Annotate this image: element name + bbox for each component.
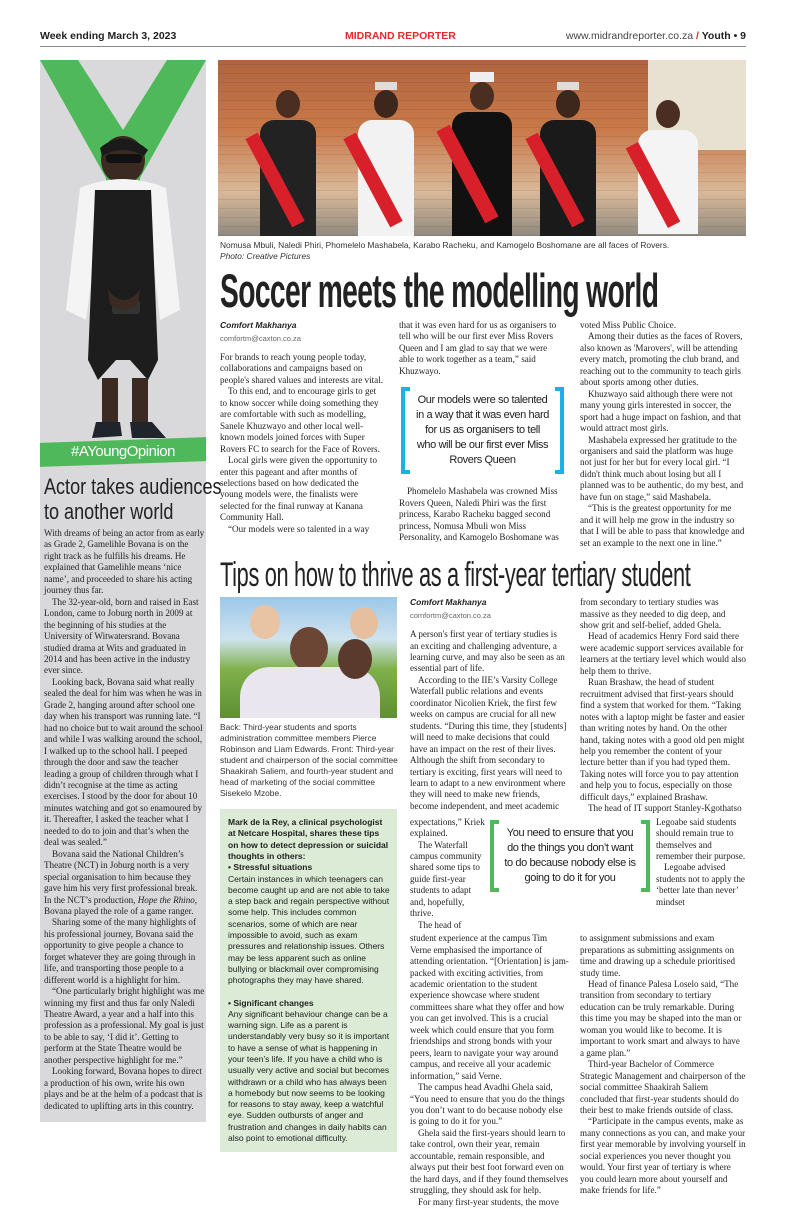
paragraph: The head of	[418, 919, 462, 930]
paragraph: Ruan Brashaw, the head of student recruitment advised that first-years should find a system that worked for them. “Taking notes with a laptop might be faster and easier than writing notes by hand. On the other hand, taking notes with a good old pen might help you remember the content of your lecture better than if you had typed them. Taking notes will force you to pay attention and help you to focus, especially on those difficult days,” explained Brashaw.	[580, 677, 745, 802]
caption-text: Nomusa Mbuli, Naledi Phiri, Phomelelo Mashabela, Karabo Racheku, and Kamogelo Boshomane are all faces of Rovers.	[220, 240, 670, 250]
text: , Bovana played the role of a game ranger.	[44, 894, 198, 916]
pull-quote-text: Our models were so talented in a way that it was even hard for us as organisers to tell who will be our first ever Miss Rovers Queen	[416, 394, 549, 467]
tips-column-3-lower	[580, 933, 746, 1196]
paragraph: For brands to reach young people today, collaborations and campaigns based on people's shared values and interests are vital.	[220, 352, 383, 385]
paragraph: Ghela said the first-years should learn to take control, own their year, remain accountable, remain responsible, and always put their best foot forward even on the hard days, and if they found themselves struggling, they should ask for help.	[410, 1127, 569, 1196]
pull-quote-text: You need to ensure that you do the things you don’t want to do because nobody else is going to do it for you	[504, 826, 636, 884]
paragraph: To this end, and to encourage girls to get to know soccer while doing something they are comfortable with such as modelling, Sanele Khuzwayo and other local well-known models joined forces with Super Rovers FC to search for the Face of Rovers.	[220, 386, 380, 454]
paragraph: that it was even hard for us as organisers to tell who will be our first ever Miss Rovers Queen and I am glad to say that we were able to work together as a team,” said Khuzwayo.	[399, 320, 557, 376]
paragraph: Khuzwayo said although there were not many young girls interested in soccer, the sport had a huge impact on fashion, and that would attract most girls.	[580, 388, 741, 434]
paragraph: voted Miss Public Choice.	[580, 320, 676, 330]
soccer-pull-quote	[401, 387, 564, 474]
paragraph	[44, 849, 205, 918]
actor-headline	[40, 464, 222, 524]
tips-lower-row	[410, 933, 746, 1208]
tips-box-heading: • Stressful situations	[228, 862, 313, 873]
tips-pull-quote	[490, 820, 650, 892]
paragraph: Legoabe said students should remain true to themselves and remember their purpose.	[656, 816, 746, 862]
students-photo-caption: Back: Third-year students and sports administration committee members Pierce Robinson and Liam Edwards. Front: Third-year student and chairperson of the social committee Shaakirah Saliem, and fourth-year student and head of marketing of the social committee Sisekelo Mzobe.	[220, 722, 398, 799]
page-folio	[566, 30, 746, 42]
website-link[interactable]: www.midrandreporter.co.za	[565, 30, 694, 42]
actor-headline-line1: Actor takes audiences	[44, 474, 222, 499]
paragraph: A person's first year of tertiary studies is an exciting and challenging adventure, a learning curve, and may also be seen as an essential part of life.	[410, 629, 565, 674]
tips-box-intro: Mark de la Rey, a clinical psychologist at Netcare Hospital, shares these tips on how to detect depression or suicidal thoughts in others:	[228, 817, 389, 861]
bracket-right-icon	[641, 820, 650, 892]
actor-headline-line2: to another world	[44, 499, 174, 524]
paragraph: Head of finance Palesa Loselo said, “The transition from secondary to tertiary education can be truly remarkable. During this time you may be shaped into the man or woman you would like to become. It is important to work smart and always to have a game plan.”	[580, 979, 742, 1058]
paragraph: “This is the greatest opportunity for me and it will help me grow in the industry so that I will be able to pass that knowledge and set an example to the next one in line.”	[580, 503, 745, 548]
tips-left-column	[220, 597, 398, 1152]
tips-text-area	[410, 597, 746, 1208]
miss-rovers-photo	[218, 60, 746, 236]
tips-box-heading: • Significant changes	[228, 997, 314, 1008]
soccer-column-2-lower	[399, 486, 564, 543]
paragraph: “Our models were so talented in a way	[228, 523, 370, 534]
paragraph: For many first-year students, the move	[418, 1196, 559, 1207]
folio-separator: /	[696, 30, 699, 42]
right-area	[218, 60, 746, 1208]
soccer-column-2	[399, 320, 564, 544]
young-opinion-panel	[40, 60, 222, 1122]
paragraph: from secondary to tertiary studies was massive as they needed to dig deep, and show grit and self-belief, added Ghela.	[580, 597, 726, 630]
photo-credit: Photo: Creative Pictures	[220, 251, 311, 261]
y-logo-graphic	[40, 60, 206, 438]
paragraph: expectations,” Kriek explained.	[410, 816, 485, 839]
psychologist-tips-box	[220, 809, 397, 1152]
tips-middle-row	[410, 817, 746, 932]
production-title: Hope the Rhino	[137, 894, 195, 905]
paragraph: The Waterfall campus community shared some tips to guide first-year students to adapt and, hopefully, thrive.	[410, 839, 482, 919]
model-figure	[450, 72, 514, 236]
paragraph: Third-year Bachelor of Commerce Strategic Management and chairperson of the social committee Shaakirah Saliem concluded that first-year students should do their best to make friends outside of class.	[580, 1059, 746, 1115]
tips-headline: Tips on how to thrive as a first-year tertiary student	[220, 556, 691, 595]
paragraph: The campus head Avadhi Ghela said, “You need to ensure that you do the things you don’t want to do because nobody else is going to do it for you.”	[410, 1082, 565, 1127]
author-email[interactable]: comfortm@caxton.co.za	[410, 611, 491, 621]
paragraph: Among their duties as the faces of Rovers, also known as 'Marovers', will be attending every match, promoting the club brand, and reaching out to the community to teach girls about sports among other duties.	[580, 331, 743, 388]
author-byline: Comfort Makhanya	[220, 320, 297, 330]
paragraph: “Participate in the campus events, make as many connections as you can, and make your first year memorable by involving yourself in social experiences you never thought you would. Your first year of tertiary is where you could learn more about yourself and make friends for life.”	[580, 1116, 746, 1196]
hashtag-banner	[40, 437, 206, 467]
paragraph: Local girls were given the opportunity to enter this pageant and after months of selections based on how dedicated the young models were, the finalists were selected for the final runway at Kanana Community Hall.	[220, 455, 377, 523]
page-body	[40, 60, 746, 1208]
tips-section	[218, 597, 746, 1208]
paragraph: Phomelelo Mashabela was crowned Miss Rovers Queen, Naledi Phiri was the first princess, Karabo Racheku bagged second princess, Nomusa Mbuli won Miss Personality, and Kamogelo Boshomane was	[399, 486, 559, 543]
soccer-column-2-upper	[399, 320, 564, 377]
tips-column-2-narrow	[410, 817, 486, 932]
paragraph: Mashabela expressed her gratitude to the organisers and said the platform was huge not just for her but for every local girl. “I didn't think much about losing but all I planned was to be authentic, do my best, and have fun on stage,” said Mashabela.	[580, 434, 744, 502]
header-rule	[40, 46, 746, 47]
tips-column-2-lower	[410, 933, 569, 1208]
soccer-columns	[218, 320, 746, 549]
tips-box-text: Any significant behaviour change can be a warning sign. Life as a parent is understandably very busy so it is important to have a sense of what is happening in your teen’s life. If you have a child who is usually very active and social but becomes withdrawn or a child who has always been a homebody but now seems to be looking for reasons to stay away, keep a watchful eye. Sudden outbursts of anger and frustration and changes in daily habits can also point to emotional difficulty.	[228, 1008, 390, 1144]
paragraph: The 32-year-old, born and raised in East London, came to Joburg north in 2009 at the beginning of his studies at the University of Witwatersrand. Bovana studied drama at Wits and graduated in 2014 and has been active in the industry ever since.	[44, 596, 199, 676]
soccer-photo-caption	[220, 240, 746, 262]
paragraph: student experience at the campus Tim Verne emphasised the importance of attending orientation. “[Orientation] is jam-packed with exciting activities, from academic orientation to the student experience showcase where student committees share what they offer and how you can get involved. This is a crucial week which could ensure that you form friendships and strong bonds with your peers, learn to navigate your way around campus, and receive all your academic information,” said Verne.	[410, 933, 569, 1081]
students-photo	[220, 597, 397, 718]
paragraph: Sharing some of the many highlights of his professional journey, Bovana said the opportunity to give people a chance to forget whatever they are going through in life, and transporting those people to a different world is a highlight for him.	[44, 917, 196, 985]
paragraph: to assignment submissions and exam preparations as submitting assignments on time and drawing up a schedule prioritised study time.	[580, 933, 736, 978]
soccer-column-3	[580, 320, 746, 549]
tips-column-2	[410, 597, 567, 812]
soccer-column-1	[220, 320, 383, 535]
actor-photo	[66, 136, 180, 438]
tips-headline-wrap	[220, 557, 746, 593]
bracket-left-icon	[490, 820, 499, 892]
model-figure	[538, 82, 598, 236]
soccer-headline-wrap	[220, 266, 746, 316]
paragraph: Looking back, Bovana said what really sealed the deal for him was when he was in Grade 2, hanging around after school one day when his transport was running late. “I had no choice but to wait around the school and while I was walking around the school, I walked up to the school hall. I peeped through the door and saw the teacher leading a group of children through what I didn’t recognise at the time as acting exercises. I stood by the door for about 10 minutes watching and got so enamoured by it. Thereafter, I asked the teacher what I needed to do to join and that’s when the deal was sealed.”	[44, 676, 203, 848]
model-figure	[356, 82, 416, 236]
publication-name: MIDRAND REPORTER	[345, 30, 456, 42]
paragraph: “One particularly bright highlight was me winning my first and thus far only Naledi Theatre Award, a year and a half into this profession as a professional. My goal is just to be able to say, ‘I did it’. Getting to perform at the State Theatre would be another perspective highlight for me.”	[44, 986, 205, 1065]
paragraph: With dreams of being an actor from as early as Grade 2, Gamelihle Bovana is on the right track as he fulfills his dreams. He explained that Gamelihle means ‘nice name’, and proceeded to share his acting journey thus far.	[44, 528, 205, 596]
bracket-right-icon	[555, 387, 564, 474]
paragraph: The head of IT support Stanley-Kgothatso	[588, 803, 742, 814]
text: Bovana said the National Children’s Theatre (NCT) in Joburg north is a very special organisation to him because they gave him his very first professional break. In the NCT’s production,	[44, 848, 198, 905]
soccer-headline: Soccer meets the modelling world	[220, 264, 659, 317]
tips-upper-row	[410, 597, 746, 815]
paragraph: Head of academics Henry Ford said there were academic support services available for learners at the tertiary level which would also help them to thrive.	[580, 631, 746, 676]
section-page: Youth • 9	[701, 30, 746, 42]
hashtag-label: #AYoungOpinion	[71, 443, 175, 460]
tips-box-text: Certain instances in which teenagers can become caught up and are not able to take a step back and regain perspective without some help. This includes common scenarios, some of which are near impossible to avoid, such as exam pressures and relationship issues. Others may be less apparent such as online bullying or blackmail over compromising photographs they may have shared.	[228, 873, 390, 986]
actor-article-body	[40, 524, 206, 1112]
bracket-left-icon	[401, 387, 410, 474]
paragraph: According to the IIE’s Varsity College Waterfall public relations and events coordinator Nicolien Kriek, the first few weeks on campus are crucial for all new students. “During this time, they [students] will need to make decisions that could have an impact on the rest of their lives. Although the shift from secondary to tertiary is exciting, first years will need to learn to adapt to a new environment where they will need to make new friends, become independent, and meet academic	[410, 674, 567, 811]
issue-date: Week ending March 3, 2023	[40, 30, 177, 42]
paragraph: Legoabe advised students not to apply the ‘better late than never’ mindset	[656, 862, 745, 907]
author-byline: Comfort Makhanya	[410, 597, 487, 608]
model-figure	[258, 90, 318, 236]
author-email[interactable]: comfortm@caxton.co.za	[220, 334, 301, 343]
model-figure	[636, 100, 700, 236]
paragraph: Looking forward, Bovana hopes to direct a production of his own, write his own plays and be at the helm of a podcast that is dedicated to uplifting arts in this country.	[44, 1066, 203, 1111]
tips-column-3-narrow	[656, 817, 748, 909]
tips-column-3	[580, 597, 746, 815]
